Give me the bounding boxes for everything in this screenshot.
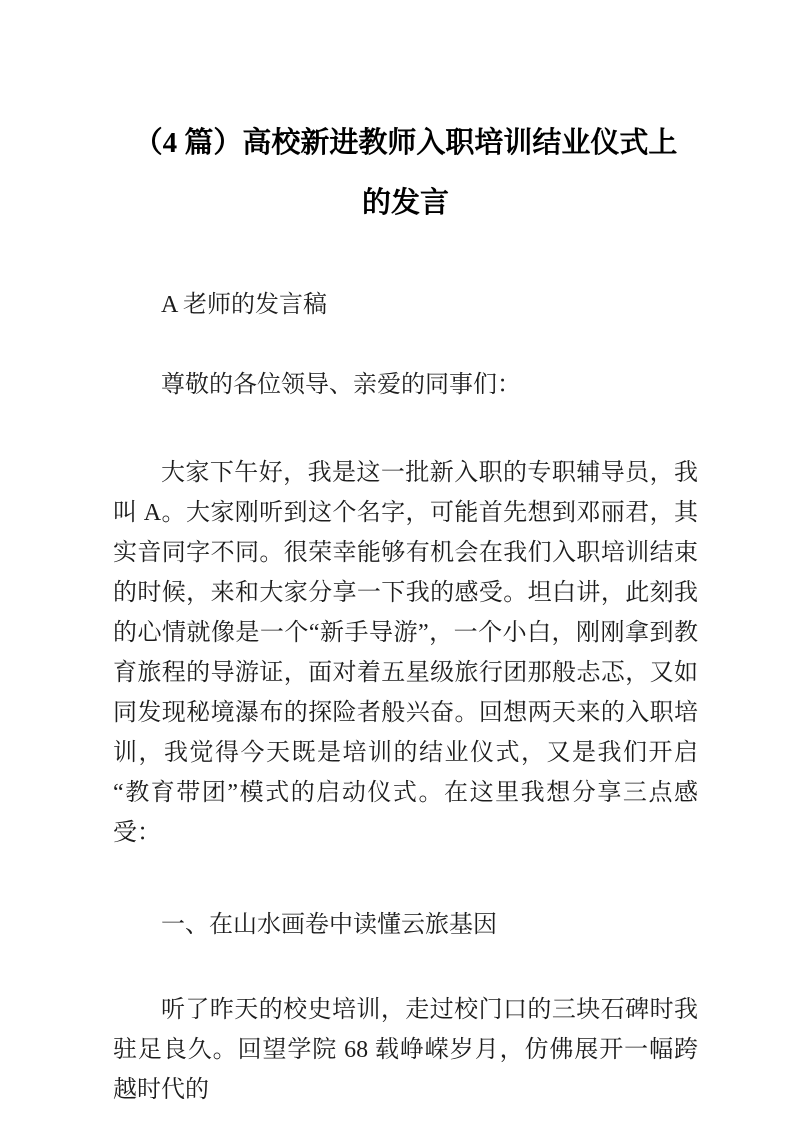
document-title: （4 篇）高校新进教师入职培训结业仪式上的发言	[133, 127, 678, 219]
body-paragraph-2: 听了昨天的校史培训，走过校门口的三块石碑时我驻足良久。回望学院 68 载峥嵘岁月，仿佛展开一幅跨越时代的	[113, 997, 698, 1103]
body-paragraph-1: 大家下午好，我是这一批新入职的专职辅导员，我叫 A。大家刚听到这个名字，可能首先想到邓丽君，其实音同字不同。很荣幸能够有机会在我们入职培训结束的时候，来和大家分享一下我的感受。坦白讲，此刻我的心情就像是一个“新手导游”，一个小白，刚刚拿到教育旅程的导游证，面对着五星级旅行团那般忐忑，又如同发现秘境瀑布的探险者般兴奋。回想两天来的入职培训，我觉得今天既是培训的结业仪式，又是我们开启“教育带团”模式的启动仪式。在这里我想分享三点感受：	[113, 460, 698, 846]
salutation-line: 尊敬的各位领导、亲爱的同事们：	[161, 372, 521, 398]
section-1-heading: 一、在山水画卷中读懂云旅基因	[161, 912, 497, 938]
author-line: A 老师的发言稿	[161, 292, 328, 318]
